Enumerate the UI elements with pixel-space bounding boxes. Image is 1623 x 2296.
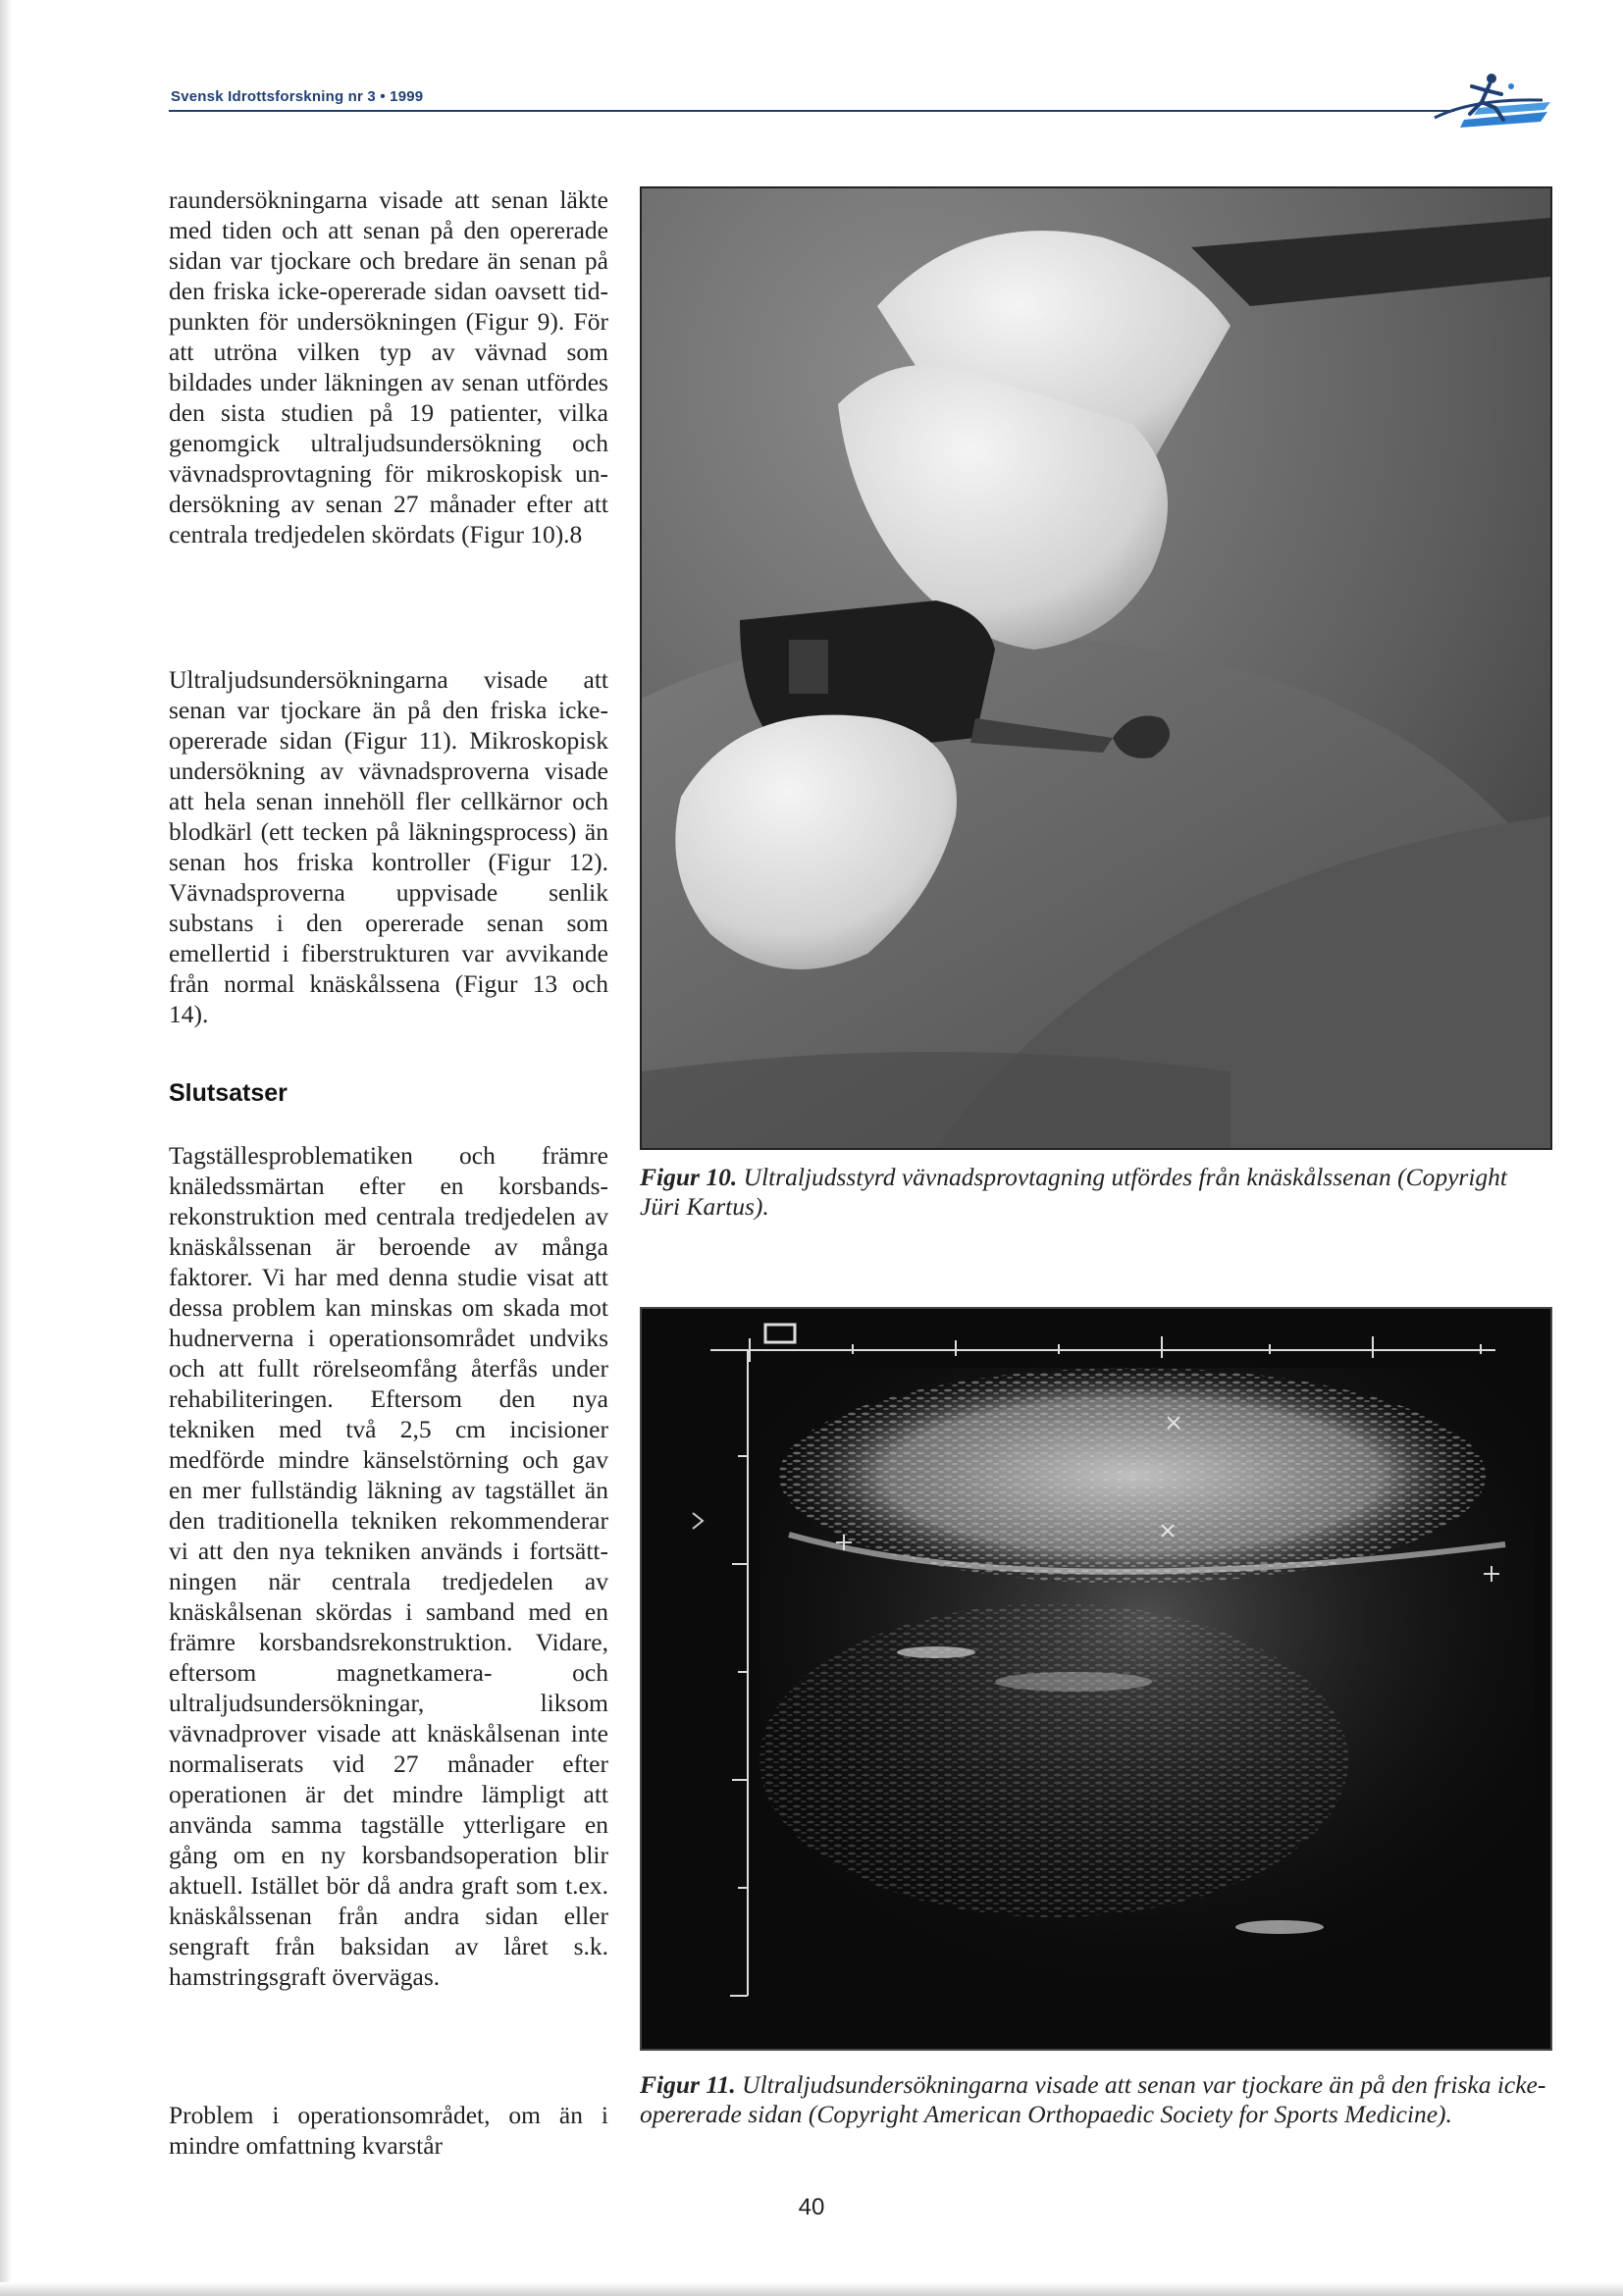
figure-10-caption — [640, 1163, 1552, 1222]
figure-11-ultrasound — [640, 1307, 1552, 2051]
body-paragraph-2: Ultraljudsundersökningarna visade att senan var tjockare än på den friska icke-opererade sidan (Figur 11). Mikroskopisk undersökning av vävnadsproverna visade att hela senan innehöll fler cellkärnor och blodkärl (ett tecken på läkningsprocess) än senan hos friska kontroller (Figur 12). Vävnadsproverna uppvisade senlik substans i den opererade senan som emellertid i fiberstrukturen var avvikande från normal knäskålssena (Figur 13 och 14). — [169, 665, 608, 1028]
athlete-logo-icon — [1425, 69, 1552, 131]
body-paragraph-4: Problem i operationsområdet, om än i mindre omfattning kvarstår — [169, 2101, 608, 2160]
figure-10-label: Figur 10. — [640, 1163, 738, 1191]
page-bottom-shadow — [0, 2282, 1623, 2296]
biopsy-photo-illustration — [642, 188, 1550, 1148]
page-edge-shadow — [0, 0, 12, 2296]
body-paragraph-1: raundersökningarna visade att senan läkte med tiden och att senan på den opererade sidan var tjockare och bredare än senan på den friska icke-opererade sidan oavsett tidpunkten för undersökningen (Figur 9). För att utröna vilken typ av vävnad som bildades under läkningen av senan utfördes den sista studien på 19 patienter, vilka genomgick ultraljudsundersökning och vävnadsprovtagning för mikroskopisk undersökning av senan 27 månader efter att centrala tredjedelen skördats (Figur 10).8 — [169, 185, 608, 548]
running-header — [169, 86, 1552, 126]
figure-11-label: Figur 11. — [640, 2070, 736, 2099]
section-heading: Slutsatser — [169, 1079, 288, 1107]
figure-11-caption — [640, 2070, 1552, 2129]
header-rule — [169, 110, 1454, 112]
page-number: 40 — [798, 2194, 825, 2220]
ultrasound-scan-illustration — [642, 1309, 1550, 2049]
figure-11-caption-text: Ultraljudsundersökningarna visade att senan var tjockare än på den friska icke-opererade sidan (Copyright American Orthopaedic Society for Sports Medicine). — [640, 2070, 1546, 2128]
figure-10-caption-text: Ultraljudsstyrd vävnadsprovtagning utfördes från knäskålssenan (Copyright Jüri Kartus). — [640, 1163, 1508, 1221]
journal-title: Svensk Idrottsforskning nr 3 • 1999 — [171, 88, 424, 105]
figure-10-photo — [640, 186, 1552, 1150]
body-paragraph-3: Tagställesproblematiken och främre knäledssmärtan efter en korsbandsrekonstruktion med centrala tredjedelen av knäskålssenan är beroende av många faktorer. Vi har med denna studie visat att dessa problem kan minskas om skada mot hudnerverna i operationsområdet undviks och att fullt rörelseomfång återfås under rehabiliteringen. Eftersom den nya tekniken med två 2,5 cm incisioner medförde mindre känselstörning och gav en mer fullständig läkning av tagstället än den traditionella tekniken rekommenderar vi att den nya tekniken används i fortsättningen när centrala tredjedelen av knäskålsenan skördas i samband med en främre korsbandsrekonstruktion. Vidare, eftersom magnetkamera- och ultraljudsundersökningar, liksom vävnadprover visade att knäskålsenan inte normaliserats vid 27 månader efter operationen är det mindre lämpligt att använda samma tagställe ytterligare en gång om en ny korsbandsoperation blir aktuell. Istället bör då andra graft som t.ex. knäskålssenan från andra sidan eller sengraft från baksidan av låret s.k. hamstringsgraft övervägas. — [169, 1141, 608, 1991]
